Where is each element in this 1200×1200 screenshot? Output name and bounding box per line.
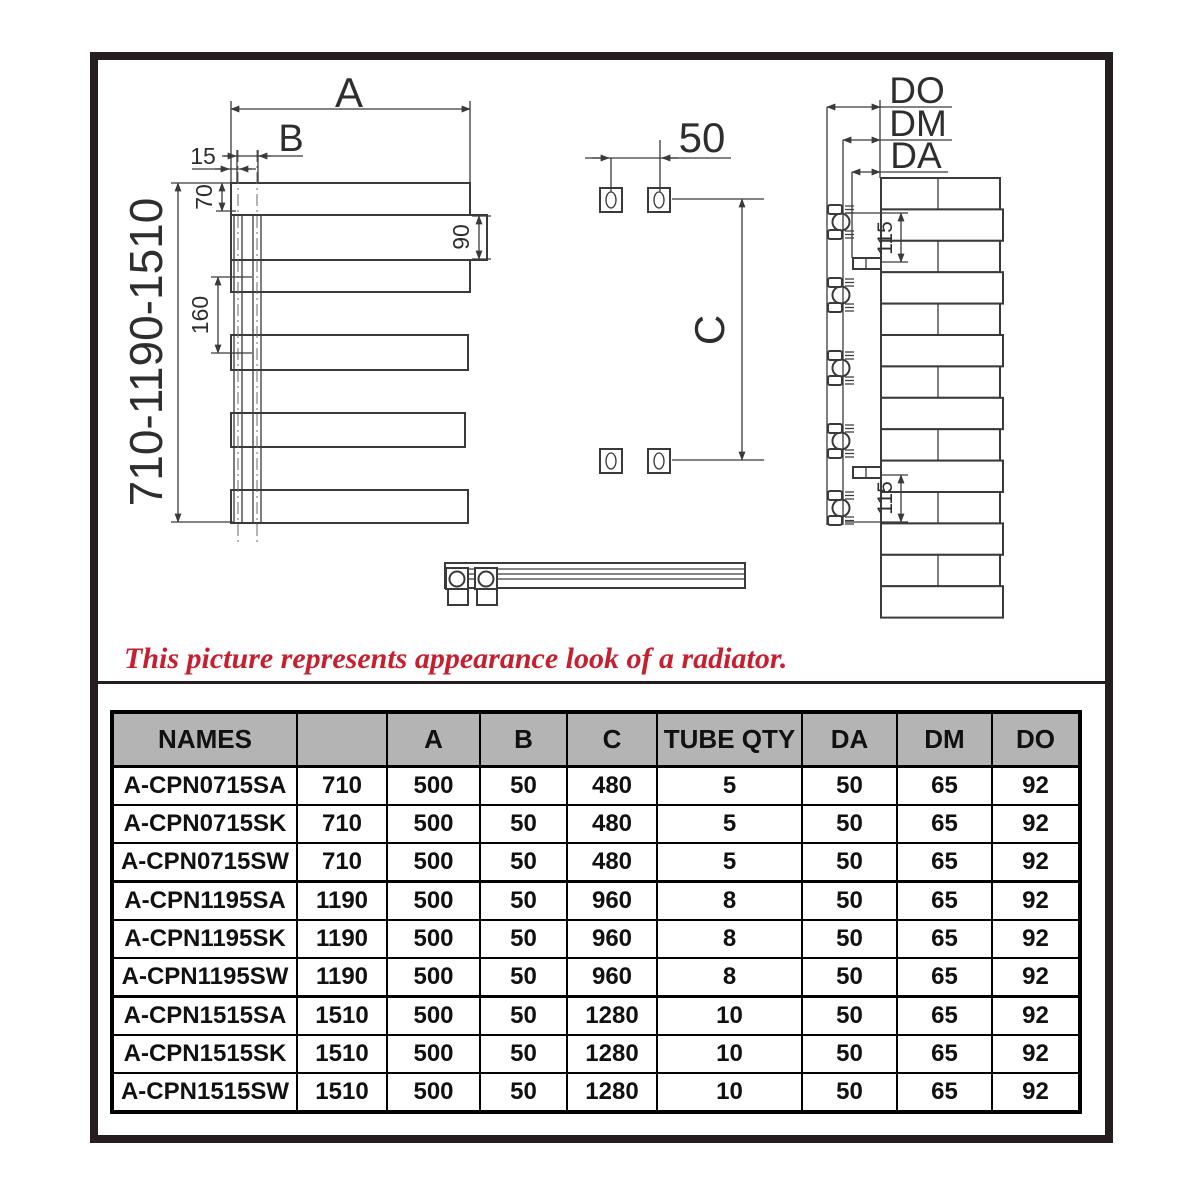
header-do: DO [992, 712, 1080, 767]
spec-value-cell: 10 [657, 1073, 802, 1112]
table-row [112, 1035, 1080, 1073]
dim-label-90: 90 [448, 224, 474, 250]
spec-value-cell: 65 [897, 997, 992, 1036]
dim-label-c: C [686, 314, 733, 346]
table-row [112, 805, 1080, 843]
spec-value-cell: 50 [802, 1035, 897, 1073]
table-row [112, 1073, 1080, 1112]
dim-label-160: 160 [187, 295, 213, 335]
spec-value-cell: 92 [992, 882, 1080, 921]
spec-value-cell: 10 [657, 997, 802, 1036]
model-name-cell: A-CPN1515SA [112, 997, 297, 1036]
spec-value-cell: 65 [897, 843, 992, 882]
section-divider [90, 681, 1113, 684]
header-height [297, 712, 387, 767]
side-profile [881, 178, 1003, 618]
side-view [827, 70, 1003, 618]
spec-value-cell: 5 [657, 843, 802, 882]
spec-value-cell: 1280 [567, 1035, 657, 1073]
spec-value-cell: 50 [480, 805, 567, 843]
spec-value-cell: 65 [897, 1073, 992, 1112]
dim-label-70: 70 [191, 184, 217, 210]
spec-value-cell: 1190 [297, 920, 387, 958]
spec-value-cell: 50 [480, 843, 567, 882]
spec-value-cell: 50 [802, 805, 897, 843]
spec-value-cell: 50 [802, 997, 897, 1036]
header-da: DA [802, 712, 897, 767]
spec-value-cell: 10 [657, 1035, 802, 1073]
spec-value-cell: 50 [480, 1073, 567, 1112]
spec-value-cell: 500 [387, 1035, 480, 1073]
header-c: C [567, 712, 657, 767]
spec-value-cell: 500 [387, 805, 480, 843]
spec-value-cell: 500 [387, 1073, 480, 1112]
dim-label-a: A [334, 69, 364, 116]
top-view [445, 563, 745, 605]
table-row [112, 920, 1080, 958]
spec-value-cell: 92 [992, 1035, 1080, 1073]
spec-value-cell: 65 [897, 882, 992, 921]
table-row [112, 997, 1080, 1036]
dim-label-da: DA [890, 135, 942, 176]
model-name-cell: A-CPN1195SK [112, 920, 297, 958]
spec-value-cell: 710 [297, 805, 387, 843]
spec-value-cell: 480 [567, 843, 657, 882]
spec-value-cell: 1190 [297, 958, 387, 997]
table-row [112, 843, 1080, 882]
model-name-cell: A-CPN1515SW [112, 1073, 297, 1112]
dim-label-50: 50 [678, 114, 726, 161]
spec-value-cell: 92 [992, 958, 1080, 997]
spec-value-cell: 710 [297, 767, 387, 806]
spec-value-cell: 65 [897, 767, 992, 806]
spec-value-cell: 50 [480, 767, 567, 806]
spec-value-cell: 8 [657, 958, 802, 997]
front-view [120, 69, 491, 545]
dim-label-do: DO [889, 70, 945, 111]
dim-label-15: 15 [190, 143, 216, 169]
spec-value-cell: 65 [897, 805, 992, 843]
spec-value-cell: 50 [802, 767, 897, 806]
spec-value-cell: 500 [387, 997, 480, 1036]
spec-value-cell: 50 [802, 958, 897, 997]
spec-value-cell: 480 [567, 767, 657, 806]
spec-value-cell: 500 [387, 882, 480, 921]
model-name-cell: A-CPN1195SA [112, 882, 297, 921]
spec-value-cell: 960 [567, 958, 657, 997]
model-name-cell: A-CPN1195SW [112, 958, 297, 997]
spec-value-cell: 65 [897, 958, 992, 997]
spec-value-cell: 8 [657, 920, 802, 958]
spec-value-cell: 50 [480, 1035, 567, 1073]
spec-value-cell: 500 [387, 843, 480, 882]
spec-value-cell: 710 [297, 843, 387, 882]
spec-value-cell: 960 [567, 882, 657, 921]
spec-value-cell: 50 [480, 997, 567, 1036]
spec-value-cell: 1280 [567, 997, 657, 1036]
mounting-view [585, 114, 764, 473]
model-name-cell: A-CPN0715SK [112, 805, 297, 843]
spec-value-cell: 50 [802, 1073, 897, 1112]
header-dm: DM [897, 712, 992, 767]
spec-value-cell: 50 [480, 920, 567, 958]
dim-label-115-top: 115 [874, 221, 897, 255]
spec-value-cell: 92 [992, 1073, 1080, 1112]
table-row [112, 767, 1080, 806]
spec-table [110, 710, 1082, 1114]
wall-brackets [828, 205, 854, 525]
spec-value-cell: 1510 [297, 1073, 387, 1112]
spec-table-body [112, 767, 1080, 1113]
spec-value-cell: 480 [567, 805, 657, 843]
spec-value-cell: 5 [657, 805, 802, 843]
spec-value-cell: 92 [992, 920, 1080, 958]
spec-value-cell: 50 [802, 843, 897, 882]
model-name-cell: A-CPN0715SA [112, 767, 297, 806]
spec-value-cell: 500 [387, 958, 480, 997]
spec-value-cell: 50 [802, 882, 897, 921]
dim-label-height-range: 710-1190-1510 [120, 197, 172, 507]
dim-label-115-bottom: 115 [874, 481, 897, 515]
spec-value-cell: 500 [387, 767, 480, 806]
spec-value-cell: 500 [387, 920, 480, 958]
spec-value-cell: 1280 [567, 1073, 657, 1112]
spec-value-cell: 960 [567, 920, 657, 958]
spec-value-cell: 1190 [297, 882, 387, 921]
spec-value-cell: 1510 [297, 1035, 387, 1073]
spec-value-cell: 65 [897, 920, 992, 958]
spec-value-cell: 50 [480, 882, 567, 921]
header-tube-qty: TUBE QTY [657, 712, 802, 767]
spec-value-cell: 92 [992, 997, 1080, 1036]
header-b: B [480, 712, 567, 767]
spec-value-cell: 50 [480, 958, 567, 997]
caption-text: This picture represents appearance look of a radiator. [124, 642, 788, 675]
spec-value-cell: 65 [897, 1035, 992, 1073]
table-row [112, 882, 1080, 921]
spec-value-cell: 92 [992, 843, 1080, 882]
header-a: A [387, 712, 480, 767]
spec-value-cell: 8 [657, 882, 802, 921]
table-row [112, 958, 1080, 997]
model-name-cell: A-CPN0715SW [112, 843, 297, 882]
table-header-row [112, 712, 1080, 767]
spec-value-cell: 1510 [297, 997, 387, 1036]
spec-value-cell: 50 [802, 920, 897, 958]
model-name-cell: A-CPN1515SK [112, 1035, 297, 1073]
header-names: NAMES [112, 712, 297, 767]
spec-value-cell: 92 [992, 767, 1080, 806]
spec-value-cell: 5 [657, 767, 802, 806]
dim-label-b: B [278, 118, 304, 160]
spec-value-cell: 92 [992, 805, 1080, 843]
dim-label-dm: DM [889, 103, 947, 144]
